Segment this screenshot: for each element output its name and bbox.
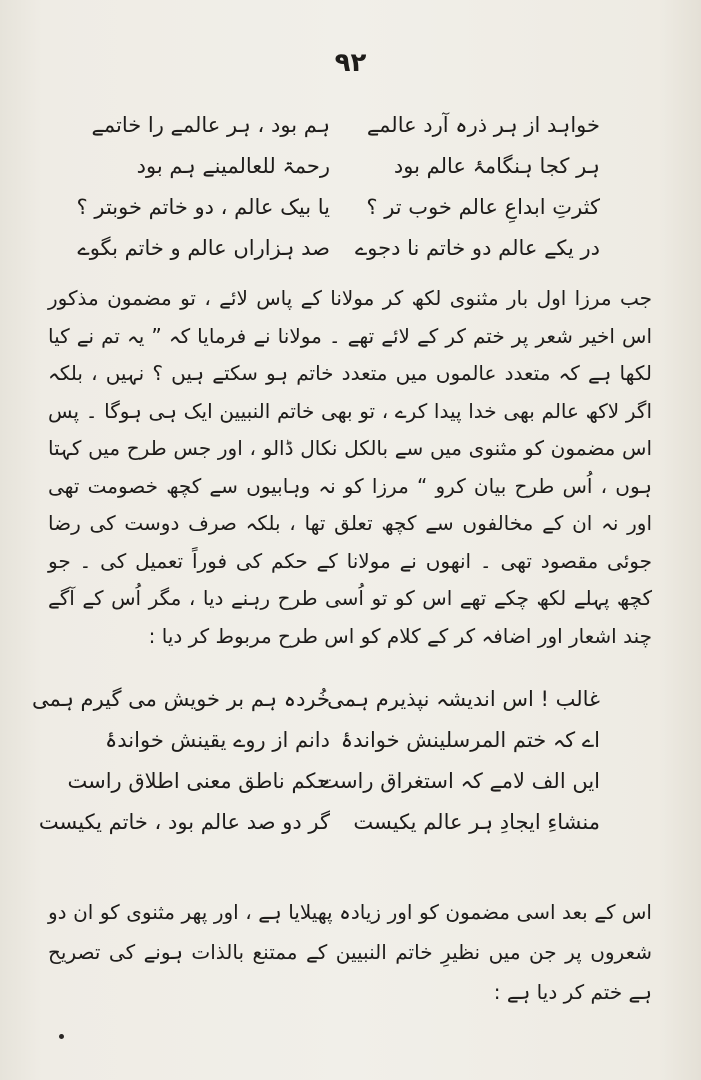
misra-first: خواہد از ہر ذرہ آرد عالمے	[366, 112, 600, 137]
ink-dot	[59, 1034, 64, 1039]
couplet	[80, 719, 600, 760]
prose-paragraph-second	[48, 892, 652, 1012]
couplet	[80, 104, 600, 145]
misra-second: صد ہزاراں عالم و خاتم بگوے	[77, 235, 330, 260]
misra-second: گر دو صد عالم بود ، خاتم یکیست	[38, 809, 330, 834]
prose-paragraph-first	[48, 280, 652, 655]
couplet	[77, 227, 600, 268]
misra-first: منشاءِ ایجادِ ہر عالم یکیست	[353, 809, 600, 834]
misra-second: حکم ناطق معنی اطلاق راست	[67, 768, 330, 793]
misra-first: در یکے عالم دو خاتم نا دجوے	[354, 235, 600, 260]
couplet	[67, 760, 600, 801]
misra-first: ایں الف لامے کہ استغراق راست	[319, 768, 600, 793]
couplet-block-second	[31, 678, 600, 842]
paragraph-text: جب مرزا اول بار مثنوی لکھ کر مولانا کے پاس لائے ، تو مضمون مذکور اس اخیر شعر پر ختم کر کے لائے تھے ۔ مولانا نے فرمایا کہ ” یہ تم نے کیا لکھا ہے کہ متعدد عالموں میں متعدد خاتم ہو سکتے ہیں ؟ نہیں ، بلکہ اگر لاکھ عالم بھی خدا پیدا کرے ، تو بھی خاتم النبیین ایک ہی ہوگا ۔ پس اس مضمون کو مثنوی میں سے بالکل نکال ڈالو ، اور جس طرح میں کہتا ہوں ، اُس طرح بیان کرو “ مرزا کو نہ وہابیوں سے کچھ خصومت تھی اور نہ ان کے مخالفوں سے کچھ تعلق تھا ، بلکہ صرف دوست کی رضا جوئی مقصود تھی ۔ انھوں نے مولانا کے حکم کی فوراً تعمیل کی ۔ جو کچھ پہلے لکھ چکے تھے اس کو تو اُسی طرح رہنے دیا ، مگر اُس کے آگے چند اشعار اور اضافہ کر کے کلام کو اس طرح مربوط کر دیا :	[48, 286, 652, 648]
misra-first: کثرتِ ابداعِ عالم خوب تر ؟	[366, 194, 600, 219]
page-number: ۹۲	[334, 48, 367, 78]
misra-second: رحمۃ للعالمینے ہم بود	[136, 153, 330, 178]
couplet	[80, 145, 600, 186]
misra-first: ہر کجا ہنگامۂ عالم بود	[393, 153, 600, 178]
couplet	[76, 186, 600, 227]
misra-second: یا بیک عالم ، دو خاتم خوبتر ؟	[76, 194, 330, 219]
misra-first: اے کہ ختم المرسلینش خواندۂ	[340, 727, 600, 752]
misra-second: ہم بود ، ہر عالمے را خاتمے	[91, 112, 330, 137]
misra-second: دانم از روے یقینش خواندۂ	[104, 727, 330, 752]
paragraph-text: اس کے بعد اسی مضمون کو اور زیادہ پھیلایا ہے ، اور پھر مثنوی کو ان دو شعروں پر جن میں نظیرِ خاتم النبیین کے ممتنع بالذات ہونے کی تصریح ہے ختم کر دیا ہے :	[48, 900, 652, 1004]
misra-second: خُردہ ہم بر خویش می گیرم ہمی	[31, 686, 330, 711]
misra-first: غالب ! اس اندیشہ نپذیرم ہمی	[327, 686, 600, 711]
couplet-block-first	[76, 104, 600, 268]
couplet	[31, 678, 600, 719]
couplet	[38, 801, 600, 842]
